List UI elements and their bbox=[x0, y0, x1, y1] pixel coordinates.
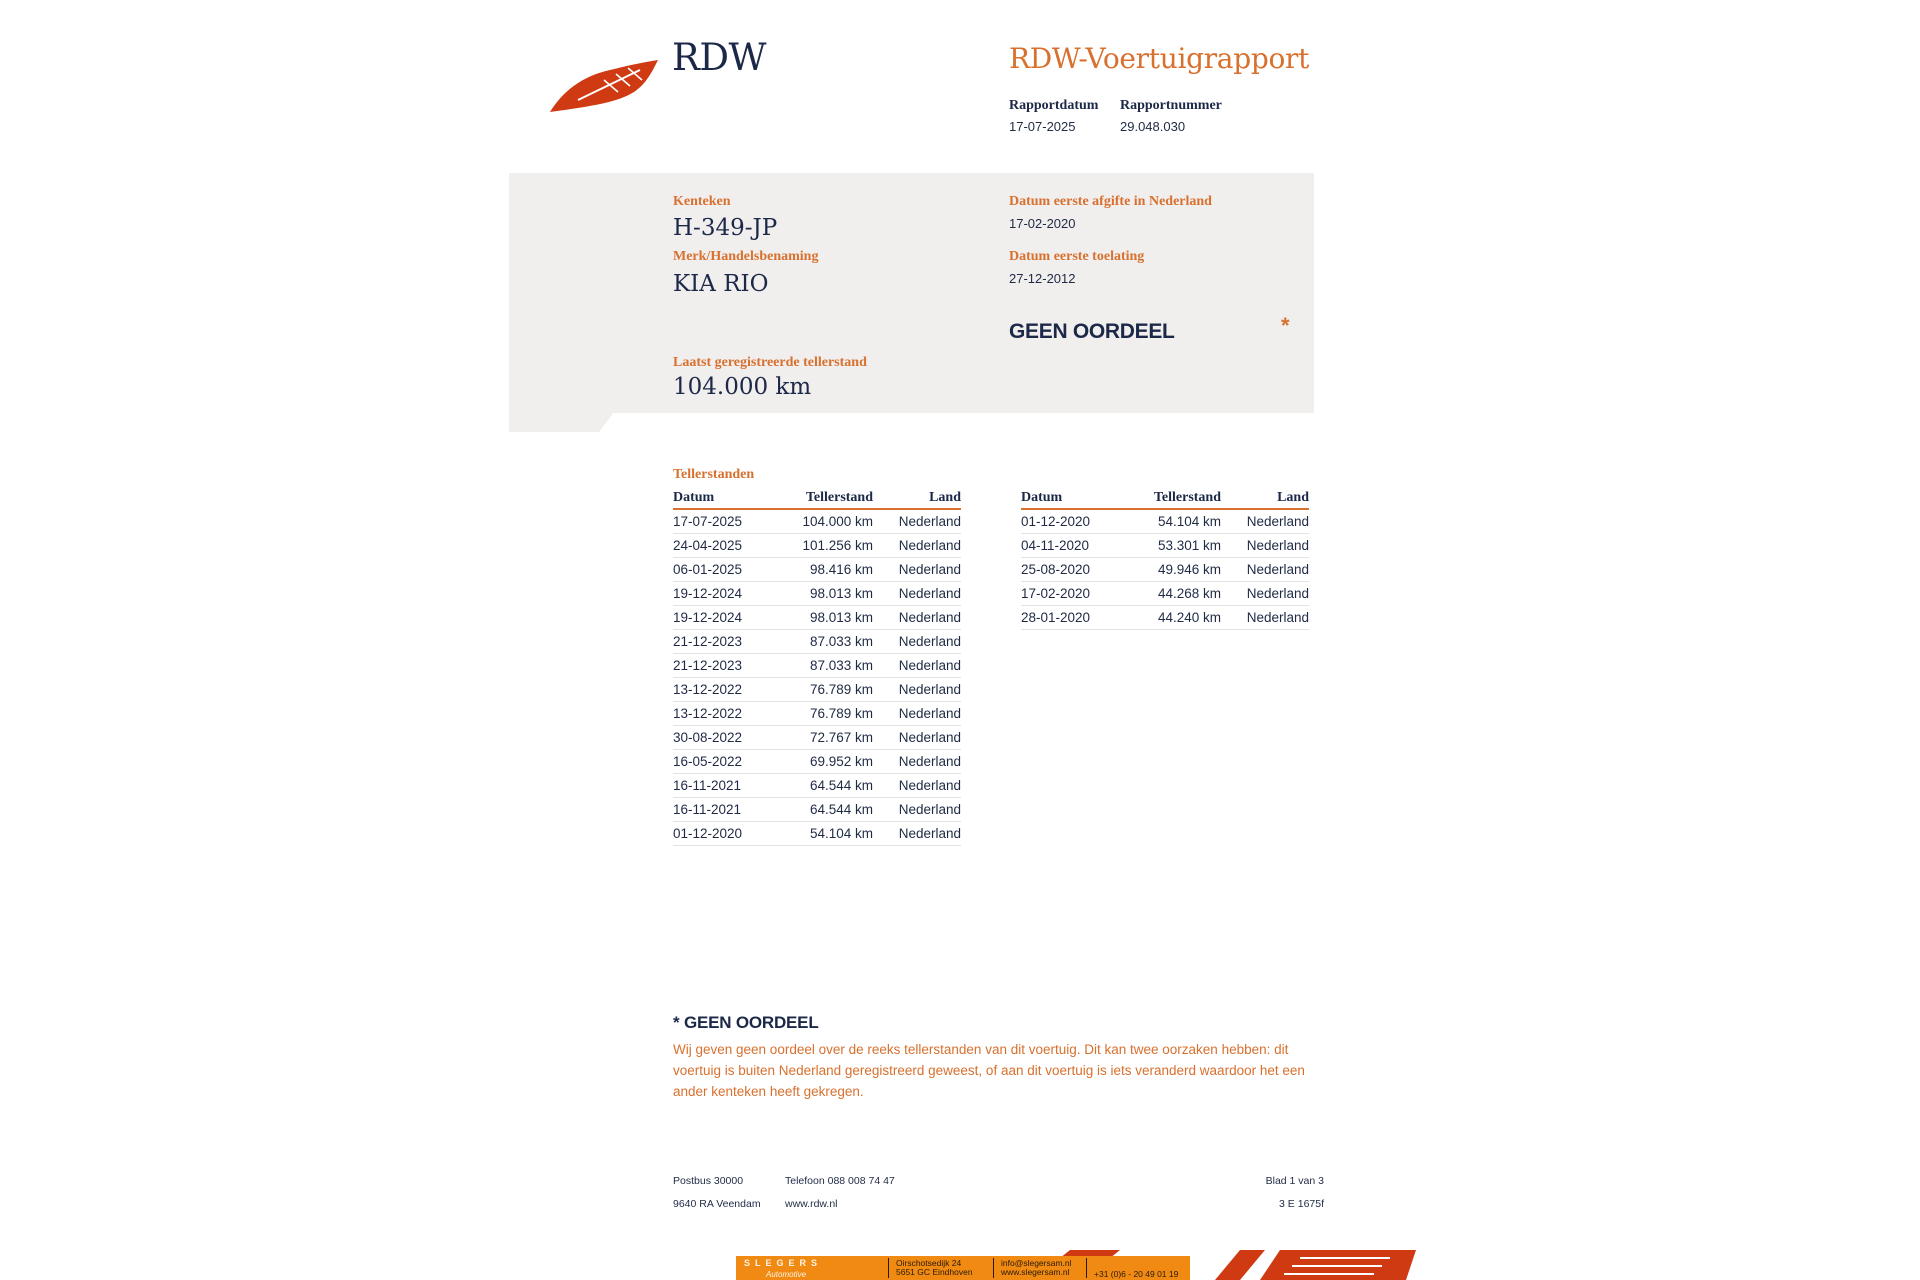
datum-cell: 01-12-2020 bbox=[673, 822, 773, 846]
rapportnummer-label: Rapportnummer bbox=[1120, 98, 1222, 113]
verdict-badge: GEEN OORDEEL bbox=[1009, 320, 1175, 343]
datum-cell: 19-12-2024 bbox=[673, 606, 773, 630]
datum-cell: 28-01-2020 bbox=[1021, 606, 1121, 630]
tellerstand-cell: 44.268 km bbox=[1121, 582, 1221, 606]
column-header-tellerstand: Tellerstand bbox=[1121, 489, 1221, 509]
datum-cell: 25-08-2020 bbox=[1021, 558, 1121, 582]
datum-cell: 24-04-2025 bbox=[673, 534, 773, 558]
banner-divider bbox=[1086, 1258, 1087, 1278]
datum-cell: 30-08-2022 bbox=[673, 726, 773, 750]
merk-label: Merk/Handelsbenaming bbox=[673, 249, 819, 264]
tellerstand-label: Laatst geregistreerde tellerstand bbox=[673, 355, 867, 370]
tellerstanden-table-right bbox=[1021, 489, 1309, 630]
kenteken-value: H-349-JP bbox=[673, 215, 778, 241]
tellerstand-cell: 87.033 km bbox=[773, 654, 873, 678]
tellerstand-cell: 53.301 km bbox=[1121, 534, 1221, 558]
column-header-land: Land bbox=[873, 489, 961, 509]
table-row bbox=[673, 509, 961, 534]
dealer-banner bbox=[736, 1256, 1190, 1280]
rapportdatum-label: Rapportdatum bbox=[1009, 98, 1099, 113]
table-row bbox=[673, 774, 961, 798]
datum-cell: 13-12-2022 bbox=[673, 678, 773, 702]
land-cell: Nederland bbox=[873, 726, 961, 750]
footer-code: 3 E 1675f bbox=[1279, 1198, 1324, 1210]
datum-cell: 17-07-2025 bbox=[673, 509, 773, 534]
datum-cell: 04-11-2020 bbox=[1021, 534, 1121, 558]
dealer-logo: SLEGERS bbox=[744, 1258, 823, 1268]
table-row bbox=[1021, 534, 1309, 558]
footer-postbus: Postbus 30000 bbox=[673, 1175, 744, 1187]
table-row bbox=[673, 654, 961, 678]
tellerstand-cell: 54.104 km bbox=[1121, 509, 1221, 534]
land-cell: Nederland bbox=[1221, 558, 1309, 582]
panel-tab-decoration bbox=[509, 412, 614, 432]
tellerstanden-table-left bbox=[673, 489, 961, 846]
datum-cell: 21-12-2023 bbox=[673, 630, 773, 654]
table-row bbox=[1021, 582, 1309, 606]
land-cell: Nederland bbox=[873, 774, 961, 798]
land-cell: Nederland bbox=[1221, 582, 1309, 606]
table-row bbox=[673, 798, 961, 822]
tellerstand-cell: 44.240 km bbox=[1121, 606, 1221, 630]
tellerstand-cell: 72.767 km bbox=[773, 726, 873, 750]
column-header-datum: Datum bbox=[1021, 489, 1121, 509]
dealer-address-line2: 5651 GC Eindhoven bbox=[896, 1267, 973, 1277]
table-header-row bbox=[673, 489, 961, 509]
banner-divider bbox=[993, 1258, 994, 1278]
land-cell: Nederland bbox=[873, 750, 961, 774]
dealer-website-link[interactable]: www.slegersam.nl bbox=[1001, 1267, 1070, 1277]
datum-cell: 16-11-2021 bbox=[673, 798, 773, 822]
land-cell: Nederland bbox=[1221, 509, 1309, 534]
eerste-toelating-value: 27-12-2012 bbox=[1009, 271, 1076, 286]
tellerstand-value: 104.000 km bbox=[673, 374, 812, 400]
table-row bbox=[1021, 558, 1309, 582]
dealer-email-link[interactable]: info@slegersam.nl bbox=[1001, 1258, 1072, 1268]
land-cell: Nederland bbox=[873, 702, 961, 726]
tellerstand-cell: 54.104 km bbox=[773, 822, 873, 846]
rapportnummer-value: 29.048.030 bbox=[1120, 119, 1186, 134]
land-cell: Nederland bbox=[873, 534, 961, 558]
datum-cell: 21-12-2023 bbox=[673, 654, 773, 678]
tellerstand-cell: 49.946 km bbox=[1121, 558, 1221, 582]
table-row bbox=[1021, 509, 1309, 534]
tellerstand-cell: 76.789 km bbox=[773, 678, 873, 702]
column-header-land: Land bbox=[1221, 489, 1309, 509]
footer-page-number: Blad 1 van 3 bbox=[1265, 1175, 1324, 1187]
table-row bbox=[673, 678, 961, 702]
table-row bbox=[673, 534, 961, 558]
merk-value: KIA RIO bbox=[673, 271, 769, 297]
table-row bbox=[673, 582, 961, 606]
column-header-tellerstand: Tellerstand bbox=[773, 489, 873, 509]
dealer-phone: +31 (0)6 - 20 49 01 19 bbox=[1094, 1269, 1179, 1279]
rdw-logo-icon bbox=[548, 56, 660, 116]
land-cell: Nederland bbox=[873, 798, 961, 822]
tellerstand-cell: 69.952 km bbox=[773, 750, 873, 774]
table-row bbox=[673, 630, 961, 654]
land-cell: Nederland bbox=[873, 582, 961, 606]
dealer-logo-subtitle: Automotive bbox=[766, 1270, 807, 1279]
tellerstand-cell: 98.013 km bbox=[773, 582, 873, 606]
land-cell: Nederland bbox=[1221, 534, 1309, 558]
land-cell: Nederland bbox=[873, 630, 961, 654]
datum-cell: 13-12-2022 bbox=[673, 702, 773, 726]
banner-divider bbox=[888, 1258, 889, 1278]
report-title: RDW-Voertuigrapport bbox=[1009, 42, 1310, 75]
tellerstand-cell: 64.544 km bbox=[773, 774, 873, 798]
eerste-afgifte-label: Datum eerste afgifte in Nederland bbox=[1009, 194, 1212, 209]
datum-cell: 16-05-2022 bbox=[673, 750, 773, 774]
tellerstanden-title: Tellerstanden bbox=[673, 467, 755, 482]
tellerstand-cell: 101.256 km bbox=[773, 534, 873, 558]
table-row bbox=[673, 822, 961, 846]
note-title: * GEEN OORDEEL bbox=[673, 1013, 819, 1032]
table-row bbox=[673, 558, 961, 582]
tellerstand-cell: 98.416 km bbox=[773, 558, 873, 582]
datum-cell: 16-11-2021 bbox=[673, 774, 773, 798]
tellerstand-cell: 64.544 km bbox=[773, 798, 873, 822]
land-cell: Nederland bbox=[873, 678, 961, 702]
table-row bbox=[1021, 606, 1309, 630]
table-row bbox=[673, 606, 961, 630]
datum-cell: 17-02-2020 bbox=[1021, 582, 1121, 606]
verdict-asterisk: * bbox=[1281, 313, 1290, 338]
tellerstand-cell: 87.033 km bbox=[773, 630, 873, 654]
footer-website-link[interactable]: www.rdw.nl bbox=[785, 1198, 838, 1210]
land-cell: Nederland bbox=[873, 558, 961, 582]
brand-name: RDW bbox=[672, 36, 767, 79]
datum-cell: 19-12-2024 bbox=[673, 582, 773, 606]
rapportdatum-value: 17-07-2025 bbox=[1009, 119, 1076, 134]
kenteken-label: Kenteken bbox=[673, 194, 731, 209]
tellerstand-cell: 104.000 km bbox=[773, 509, 873, 534]
footer-address: 9640 RA Veendam bbox=[673, 1198, 761, 1210]
eerste-afgifte-value: 17-02-2020 bbox=[1009, 216, 1076, 231]
table-header-row bbox=[1021, 489, 1309, 509]
eerste-toelating-label: Datum eerste toelating bbox=[1009, 249, 1145, 264]
datum-cell: 06-01-2025 bbox=[673, 558, 773, 582]
table-row bbox=[673, 726, 961, 750]
table-row bbox=[673, 750, 961, 774]
land-cell: Nederland bbox=[873, 654, 961, 678]
datum-cell: 01-12-2020 bbox=[1021, 509, 1121, 534]
land-cell: Nederland bbox=[873, 822, 961, 846]
land-cell: Nederland bbox=[873, 509, 961, 534]
tellerstand-cell: 98.013 km bbox=[773, 606, 873, 630]
column-header-datum: Datum bbox=[673, 489, 773, 509]
tellerstand-cell: 76.789 km bbox=[773, 702, 873, 726]
footer-phone: Telefoon 088 008 74 47 bbox=[785, 1175, 895, 1187]
table-row bbox=[673, 702, 961, 726]
land-cell: Nederland bbox=[1221, 606, 1309, 630]
dealer-address-line1: Oirschotsedijk 24 bbox=[896, 1258, 962, 1268]
land-cell: Nederland bbox=[873, 606, 961, 630]
note-text: Wij geven geen oordeel over de reeks tellerstanden van dit voertuig. Dit kan twee oorzaken hebben: dit voertuig is buiten Nederland geregistreerd geweest, of aan dit voertuig is iets veranderd waardoor het een ander kenteken heeft gekregen. bbox=[673, 1042, 1305, 1099]
